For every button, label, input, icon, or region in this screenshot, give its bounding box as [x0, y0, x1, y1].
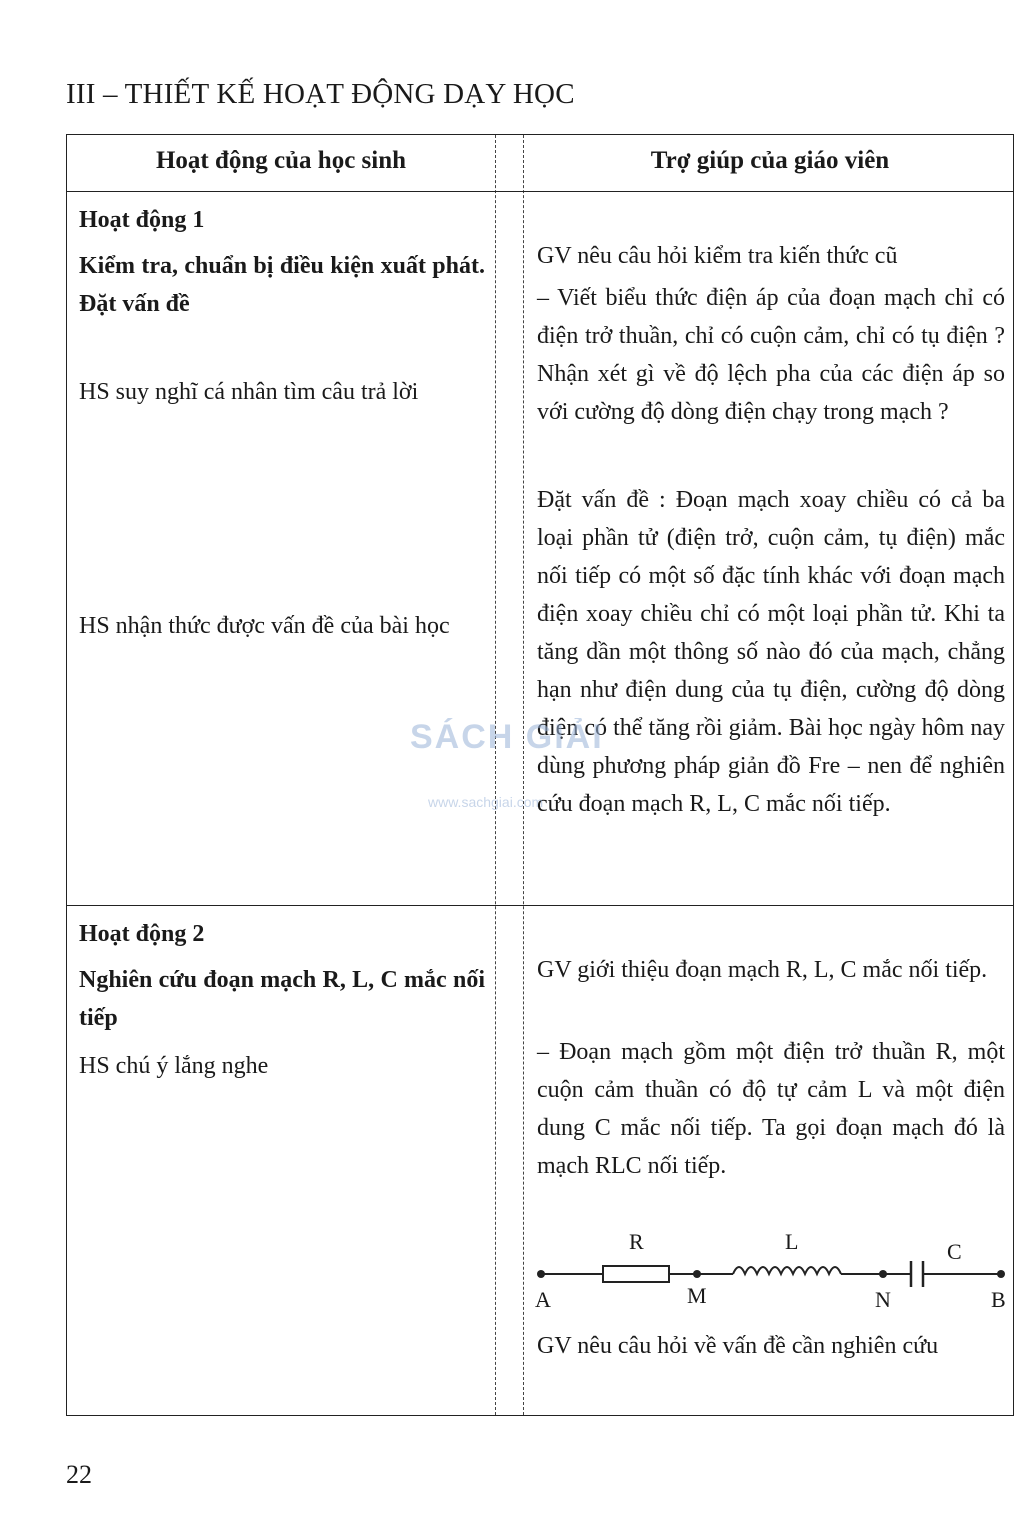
label-a: A [535, 1287, 551, 1312]
watermark-url: www.sachgiai.com [428, 794, 544, 810]
activity2-student-1: HS chú ý lắng nghe [79, 1053, 269, 1079]
activity2-subtitle: Nghiên cứu đoạn mạch R, L, C mắc nối tiếp [79, 967, 485, 1031]
activity2-teacher-3: GV nêu câu hỏi về vấn đề cần nghiên cứu [537, 1333, 939, 1359]
activity2-teacher-2: – Đoạn mạch gồm một điện trở thuần R, một cuộn cảm thuần có độ tự cảm L và một điện dung C mắc nối tiếp. Ta gọi đoạn mạch đó là mạch RLC nối tiếp. [537, 1039, 1005, 1179]
page-number: 22 [66, 1460, 92, 1489]
activity1-student-1: HS suy nghĩ cá nhân tìm câu trả lời [79, 379, 419, 405]
activity1-student-2: HS nhận thức được vấn đề của bài học [79, 613, 450, 639]
activity1-teacher-3: Đặt vấn đề : Đoạn mạch xoay chiều có cả ba loại phần tử (điện trở, cuộn cảm, tụ điện) mắc nối tiếp có một số đặc tính khác với đoạn mạch điện xoay chiều chỉ có một loại phần tử. Khi ta tăng dần một thông số nào đó của mạch, chẳng hạn như điện dung của tụ điện, cường độ dòng điện có thể tăng rồi giảm. Bài học ngày hôm nay dùng phương pháp giản đồ Fre – nen để nghiên cứu đoạn mạch R, L, C mắc nối tiếp. [537, 487, 1005, 817]
activity2-title: Hoạt động 2 [79, 921, 205, 947]
header-student: Hoạt động của học sinh [155, 147, 407, 174]
label-c: C [947, 1239, 962, 1264]
section-title: III – THIẾT KẾ HOẠT ĐỘNG DẠY HỌC [66, 78, 575, 110]
label-b: B [991, 1287, 1006, 1312]
header-separator [67, 191, 1013, 192]
activity-separator [67, 905, 1013, 906]
watermark-brand: SÁCH GIẢI [410, 718, 604, 756]
label-l: L [785, 1229, 799, 1254]
activity2-teacher-1: GV giới thiệu đoạn mạch R, L, C mắc nối tiếp. [537, 957, 988, 983]
activity1-teacher-2: – Viết biểu thức điện áp của đoạn mạch chỉ có điện trở thuần, chỉ có cuộn cảm, chỉ có tụ điện ? Nhận xét gì về độ lệch pha của các điện áp so với cường độ dòng điện chạy trong mạch ? [537, 285, 1005, 425]
node-a [537, 1270, 545, 1278]
node-m [693, 1270, 701, 1278]
activity1-teacher-1: GV nêu câu hỏi kiểm tra kiến thức cũ [537, 243, 898, 269]
node-b [997, 1270, 1005, 1278]
column-divider-left [495, 135, 496, 1415]
activity1-subtitle: Kiểm tra, chuẩn bị điều kiện xuất phát. Đặt vấn đề [79, 253, 485, 317]
header-teacher: Trợ giúp của giáo viên [650, 147, 890, 174]
label-n: N [875, 1287, 891, 1312]
resistor-symbol [603, 1266, 669, 1282]
label-m: M [687, 1283, 707, 1308]
rlc-circuit-diagram [523, 1215, 1015, 1315]
lesson-plan-table [66, 134, 1014, 1416]
label-r: R [629, 1229, 644, 1254]
activity1-title: Hoạt động 1 [79, 207, 205, 233]
node-n [879, 1270, 887, 1278]
inductor-symbol [733, 1267, 841, 1274]
